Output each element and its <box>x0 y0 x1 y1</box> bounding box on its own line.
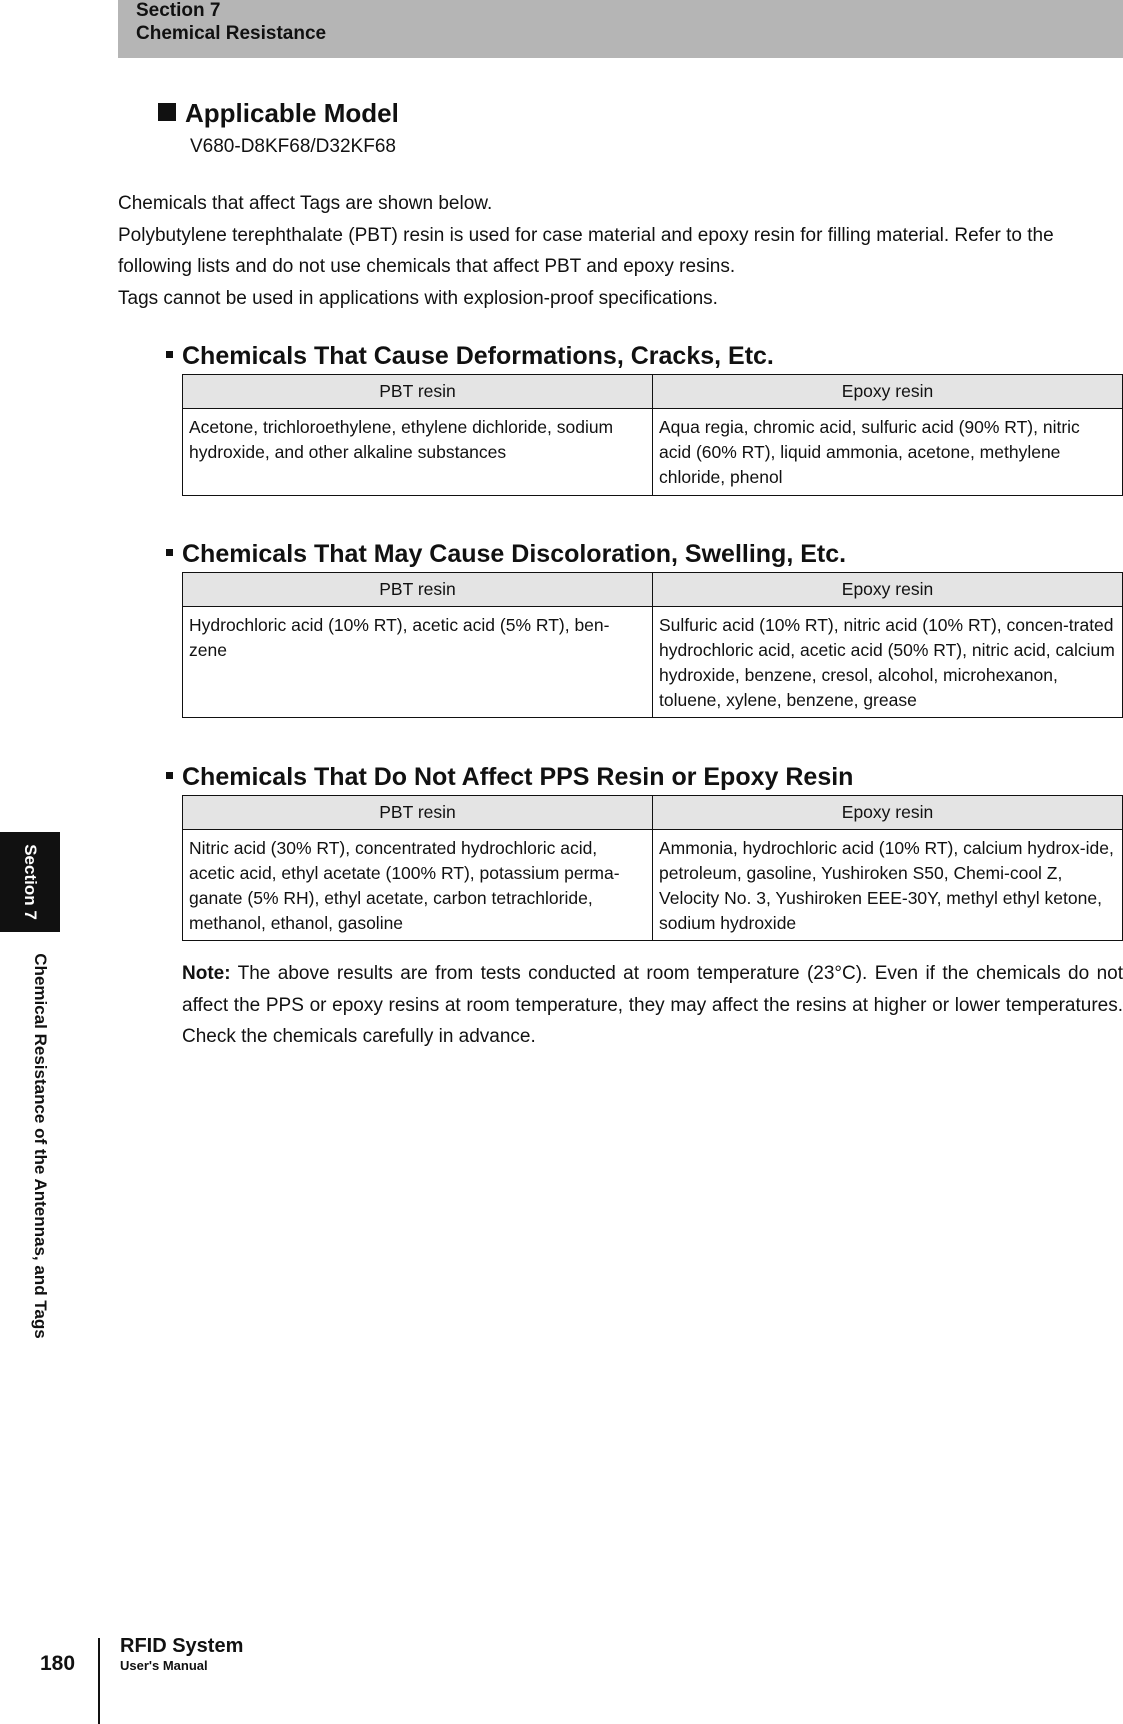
footer-subtitle: User's Manual <box>120 1658 208 1673</box>
side-tab-title: Chemical Resistance of the Antennas, and Tags <box>31 953 50 1339</box>
intro-line-1: Chemicals that affect Tags are shown below. <box>118 193 493 214</box>
small-square-bullet-icon <box>166 772 173 779</box>
square-bullet-icon <box>158 103 176 121</box>
side-tab-section: Section 7 <box>21 844 40 920</box>
section-heading-text: Chemicals That May Cause Discoloration, Swelling, Etc. <box>182 540 847 568</box>
cell-pbt: Nitric acid (30% RT), concentrated hydrochloric acid, acetic acid, ethyl acetate (100% RT), potassium perma-ganate (5% RH), ethyl acetate, carbon tetrachloride, methanol, ethanol, gasoline <box>183 830 653 941</box>
applicable-model-heading <box>158 98 399 129</box>
column-header-pbt: PBT resin <box>183 573 653 607</box>
section-heading-text: Chemicals That Cause Deformations, Cracks, Etc. <box>182 342 774 370</box>
note-label: Note: <box>182 963 231 984</box>
section-heading-no-effect <box>166 763 853 792</box>
cell-pbt: Hydrochloric acid (10% RT), acetic acid (5% RT), ben-zene <box>183 607 653 718</box>
header-title: Chemical Resistance <box>136 23 327 44</box>
model-number: V680-D8KF68/D32KF68 <box>190 136 396 157</box>
table-row <box>183 409 1123 496</box>
table-header-row <box>183 375 1123 409</box>
table-header-row <box>183 573 1123 607</box>
section-heading-deformations <box>166 342 774 371</box>
note-text: The above results are from tests conducted at room temperature (23°C). Even if the chemicals do not affect the PPS or epoxy resins at room temperature, they may affect the resins at higher or lower temperatures. Check the chemicals carefully in advance. <box>182 963 1123 1047</box>
intro-line-3: Tags cannot be used in applications with explosion-proof specifications. <box>118 287 718 309</box>
column-header-epoxy: Epoxy resin <box>653 796 1123 830</box>
table-deformations <box>182 374 1123 496</box>
column-header-epoxy: Epoxy resin <box>653 375 1123 409</box>
small-square-bullet-icon <box>166 549 173 556</box>
header-section: Section 7 <box>136 0 221 21</box>
table-discoloration <box>182 572 1123 718</box>
table-row <box>183 607 1123 718</box>
cell-epoxy: Ammonia, hydrochloric acid (10% RT), calcium hydrox-ide, petroleum, gasoline, Yushiroken S50, Chemi-cool Z, Velocity No. 3, Yushiroken EEE-30Y, methyl ethyl ketone, sodium hydroxide <box>653 830 1123 941</box>
header-bar <box>118 0 1123 58</box>
small-square-bullet-icon <box>166 351 173 358</box>
cell-epoxy: Sulfuric acid (10% RT), nitric acid (10% RT), concen-trated hydrochloric acid, acetic acid (50% RT), nitric acid, calcium hydroxide, benzene, cresol, alcohol, microhexanon, toluene, xylene, benzene, grease <box>653 607 1123 718</box>
column-header-pbt: PBT resin <box>183 796 653 830</box>
cell-pbt: Acetone, trichloroethylene, ethylene dichloride, sodium hydroxide, and other alkaline substances <box>183 409 653 496</box>
table-row <box>183 830 1123 941</box>
section-heading-text: Chemicals That Do Not Affect PPS Resin or Epoxy Resin <box>182 763 854 791</box>
note-paragraph <box>182 958 1123 1053</box>
page-number: 180 <box>40 1652 76 1675</box>
table-header-row <box>183 796 1123 830</box>
intro-text <box>118 188 1123 314</box>
footer-divider <box>98 1638 100 1724</box>
column-header-epoxy: Epoxy resin <box>653 573 1123 607</box>
intro-line-2: Polybutylene terephthalate (PBT) resin is used for case material and epoxy resin for filling material. Refer to the following lists and do not use chemicals that affect PBT and epoxy resins. <box>118 224 1054 277</box>
section-heading-discoloration <box>166 540 846 569</box>
cell-epoxy: Aqua regia, chromic acid, sulfuric acid (90% RT), nitric acid (60% RT), liquid ammonia, acetone, methylene chloride, phenol <box>653 409 1123 496</box>
table-no-effect <box>182 795 1123 941</box>
applicable-model-heading-text: Applicable Model <box>185 98 399 128</box>
column-header-pbt: PBT resin <box>183 375 653 409</box>
footer-title: RFID System <box>120 1635 244 1657</box>
